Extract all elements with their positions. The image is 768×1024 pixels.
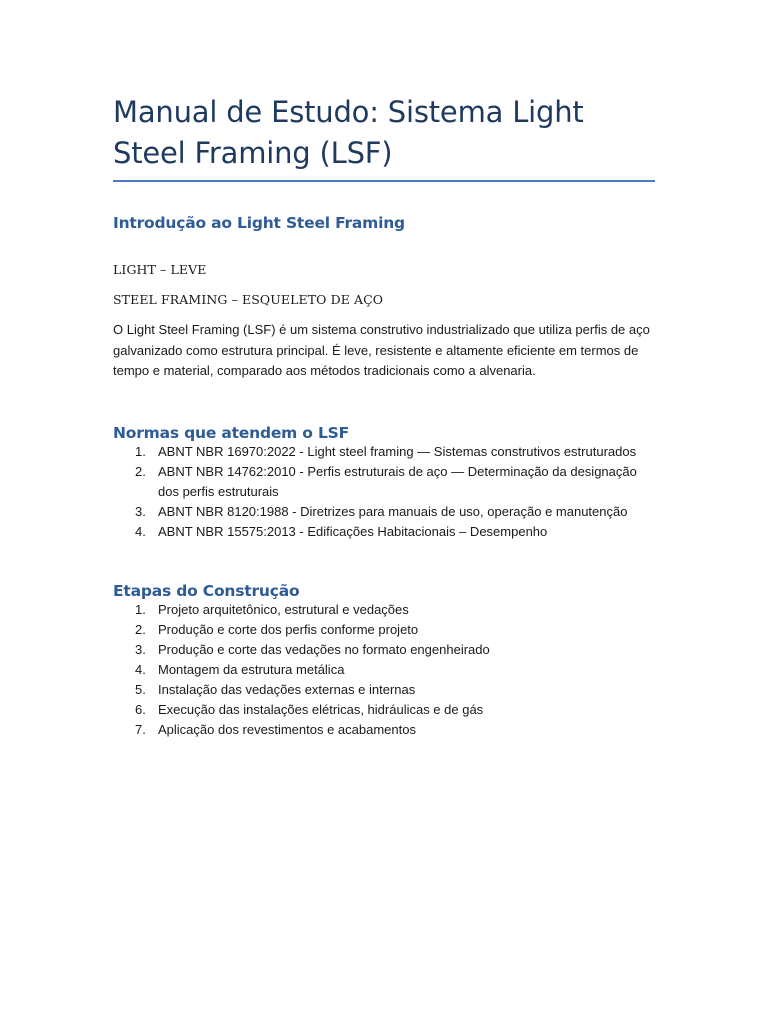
document-page bbox=[113, 92, 655, 740]
list-item-text: Execução das instalações elétricas, hidráulicas e de gás bbox=[158, 701, 484, 717]
list-number: 3. bbox=[135, 641, 146, 657]
list-item bbox=[113, 462, 655, 502]
list-item bbox=[113, 522, 655, 542]
etapas-list bbox=[113, 600, 655, 740]
list-item bbox=[113, 640, 655, 660]
list-item bbox=[113, 442, 655, 462]
list-item-text: ABNT NBR 14762:2010 - Perfis estruturais de aço — Determinação da designação dos perfis estruturais bbox=[158, 463, 637, 499]
section-heading-intro: Introdução ao Light Steel Framing bbox=[113, 214, 405, 232]
list-item bbox=[113, 620, 655, 640]
list-item bbox=[113, 502, 655, 522]
intro-paragraph: O Light Steel Framing (LSF) é um sistema construtivo industrializado que utiliza perfis de aço galvanizado como estrutura principal. É leve, resistente e altamente eficiente em termos de tempo e material, comparado aos métodos tradicionais como a alvenaria. bbox=[113, 322, 650, 378]
list-number: 2. bbox=[135, 621, 146, 637]
list-item bbox=[113, 600, 655, 620]
list-number: 7. bbox=[135, 721, 146, 737]
list-item bbox=[113, 720, 655, 740]
list-item bbox=[113, 680, 655, 700]
list-item-text: Produção e corte dos perfis conforme projeto bbox=[158, 621, 419, 637]
normas-list bbox=[113, 442, 655, 542]
list-item-text: Montagem da estrutura metálica bbox=[158, 661, 345, 677]
list-number: 2. bbox=[135, 463, 146, 479]
list-item-text: Produção e corte das vedações no formato engenheirado bbox=[158, 641, 490, 657]
list-item-text: ABNT NBR 8120:1988 - Diretrizes para manuais de uso, operação e manutenção bbox=[158, 503, 628, 519]
document-title: Manual de Estudo: Sistema Light Steel Framing (LSF) bbox=[113, 95, 584, 170]
intro-line-light: LIGHT – LEVE bbox=[113, 262, 207, 277]
list-item-text: ABNT NBR 15575:2013 - Edificações Habitacionais – Desempenho bbox=[158, 523, 548, 539]
list-item bbox=[113, 700, 655, 720]
list-number: 4. bbox=[135, 523, 146, 539]
list-item-text: Instalação das vedações externas e internas bbox=[158, 681, 416, 697]
list-number: 4. bbox=[135, 661, 146, 677]
list-number: 1. bbox=[135, 601, 146, 617]
list-number: 6. bbox=[135, 701, 146, 717]
title-underline-rule bbox=[113, 180, 655, 182]
list-number: 5. bbox=[135, 681, 146, 697]
list-number: 1. bbox=[135, 443, 146, 459]
list-item-text: Projeto arquitetônico, estrutural e vedações bbox=[158, 601, 409, 617]
list-item-text: ABNT NBR 16970:2022 - Light steel framing — Sistemas construtivos estruturados bbox=[158, 443, 637, 459]
list-item bbox=[113, 660, 655, 680]
list-number: 3. bbox=[135, 503, 146, 519]
intro-line-steel-framing: STEEL FRAMING – ESQUELETO DE AÇO bbox=[113, 292, 384, 307]
list-item-text: Aplicação dos revestimentos e acabamentos bbox=[158, 721, 416, 737]
section-heading-etapas: Etapas do Construção bbox=[113, 581, 300, 600]
section-heading-normas: Normas que atendem o LSF bbox=[113, 423, 349, 442]
